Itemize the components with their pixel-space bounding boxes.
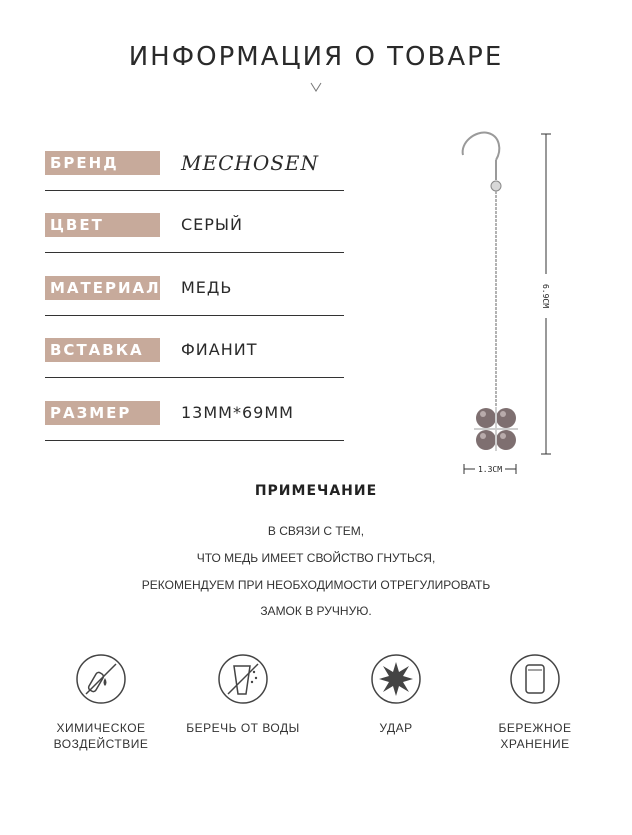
page-title: ИНФОРМАЦИЯ О ТОВАРЕ <box>128 42 504 72</box>
care-item-chemical <box>31 652 171 752</box>
care-label: БЕРЕЧЬ ОТ ВОДЫ <box>186 721 300 735</box>
note-line: ЗАМОК В РУЧНУЮ. <box>260 604 372 618</box>
note-line: В СВЯЗИ С ТЕМ, <box>267 524 365 538</box>
product-photo <box>430 118 570 498</box>
care-label: ХИМИЧЕСКОЕ ВОЗДЕЙСТВИЕ <box>53 721 149 751</box>
care-label: БЕРЕЖНОЕ ХРАНЕНИЕ <box>498 721 572 751</box>
care-label: УДАР <box>379 721 413 735</box>
note-title: ПРИМЕЧАНИЕ <box>254 483 378 499</box>
spec-row-color <box>45 213 344 253</box>
spec-label: БРЕНД <box>45 151 160 175</box>
storage-icon <box>508 652 562 706</box>
spec-value: ФИАНИТ <box>181 340 258 359</box>
impact-icon <box>369 652 423 706</box>
spec-value: МЕДЬ <box>181 278 233 297</box>
chemical-icon <box>74 652 128 706</box>
spec-label: РАЗМЕР <box>45 401 160 425</box>
spec-row-insert <box>45 338 344 378</box>
spec-row-material <box>45 276 344 316</box>
care-item-water <box>173 652 313 736</box>
note-line: РЕКОМЕНДУЕМ ПРИ НЕОБХОДИМОСТИ ОТРЕГУЛИРОВАТЬ <box>141 578 491 592</box>
care-item-impact <box>326 652 466 736</box>
length-dimension-label: 6.9CM <box>541 283 550 309</box>
chevron-down-icon <box>308 80 324 94</box>
care-item-storage <box>465 652 605 752</box>
spec-row-size <box>45 401 344 441</box>
spec-value: 13MM*69MM <box>181 403 294 422</box>
spec-value: MECHOSEN <box>181 151 320 175</box>
spec-label: МАТЕРИАЛ <box>45 276 160 300</box>
spec-value: СЕРЫЙ <box>181 215 244 234</box>
spec-row-brand <box>45 151 344 191</box>
note-line: ЧТО МЕДЬ ИМЕЕТ СВОЙСТВО ГНУТЬСЯ, <box>196 551 436 565</box>
spec-label: ВСТАВКА <box>45 338 160 362</box>
water-icon <box>216 652 270 706</box>
width-dimension-label: 1.3CM <box>477 465 503 474</box>
spec-label: ЦВЕТ <box>45 213 160 237</box>
